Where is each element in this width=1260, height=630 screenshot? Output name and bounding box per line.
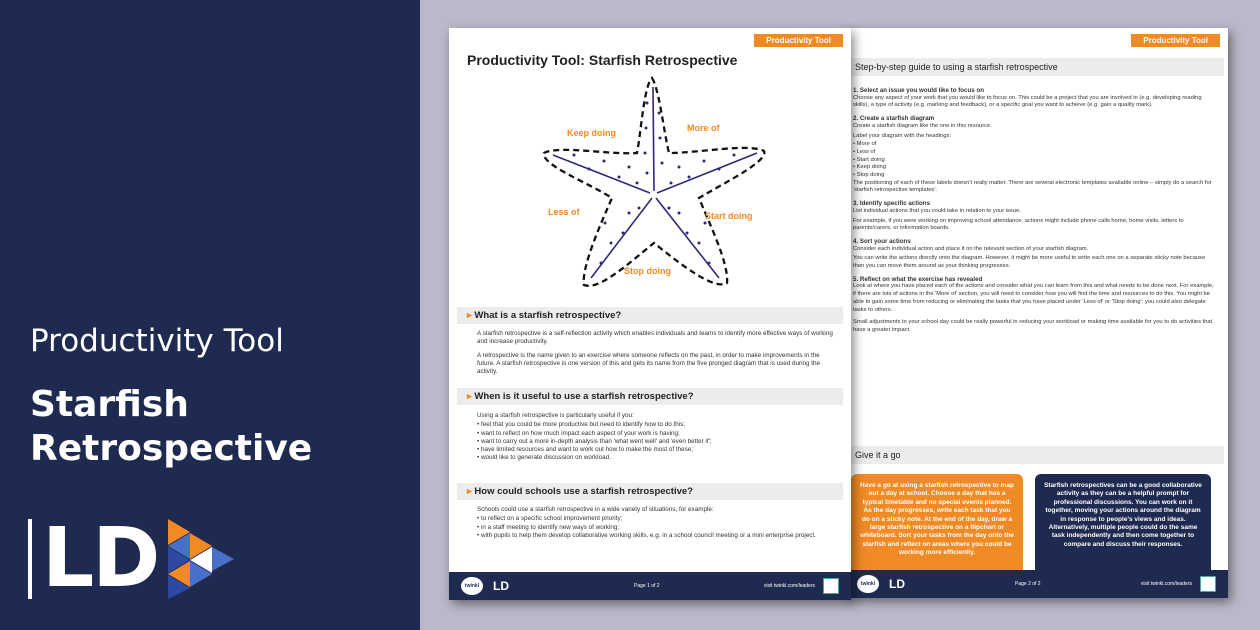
- step-4-text-2: You can write the actions directly onto the diagram. However, it might be more useful to write each one on a separate sticky note because then you can move them around as your thinking progresses.: [853, 255, 1206, 270]
- subtitle: Productivity Tool: [30, 323, 284, 359]
- steps-body: [853, 84, 1218, 340]
- document-page-1: [449, 28, 851, 600]
- page2-heading: Step-by-step guide to using a starfish retrospective: [849, 58, 1224, 76]
- document-page-2: [845, 28, 1228, 598]
- page-footer: [449, 572, 851, 600]
- when-intro: Using a starfish retrospective is particularly useful if you:: [477, 412, 634, 419]
- what-paragraph-2: A retrospective is the name given to an exercise where someone reflects on the past, in order to make improvements in the future. A starfish retrospective is one version of this and gets its name from the five pronged diagram that is used during the activity.: [477, 351, 821, 376]
- footer-ld-logo: LD: [889, 577, 905, 591]
- activity-box-navy: Starfish retrospectives can be a good collaborative activity as they can be a helpful prompt for professional discussions. You can work on it together, moving your actions around the diagram in response to people's views and ideas. Alternatively, multiple people could do the same task independently and then come together to compare and discuss their responses.: [1035, 474, 1211, 584]
- label-start-doing: Start doing: [705, 211, 753, 221]
- step-2-text: Create a starfish diagram like the one in this resource.: [853, 122, 992, 129]
- page-number: Page 1 of 2: [634, 583, 660, 589]
- twinkl-logo: twinkl: [857, 575, 879, 593]
- title: [30, 383, 312, 471]
- step-2-text-3: The positioning of each of these labels doesn't really matter. There are several electronic templates available online – simply do a search for 'starfish retrospective templates'.: [853, 179, 1212, 194]
- step-5-text: Look at where you have placed each of the actions and consider what you can learn from this and what needs to be done next. For example, if there are lots of actions in the 'More of' section, you will need to consider how you will find the time and resources to do this. You might be able to gain some time from reducing or eliminating the tasks that you have placed under 'Less of' or 'Stop doing'; you could also delegate tasks to others.: [853, 283, 1214, 313]
- list-item: • Start doing: [853, 157, 1218, 165]
- when-list: [477, 421, 833, 462]
- list-item: • feel that you could be more productive but need to identify how to do this;: [477, 421, 833, 429]
- step-1-heading: 1. Select an issue you would like to focus on: [853, 87, 984, 94]
- step-3-text: List individual actions that you could take in relation to your issue.: [853, 207, 1021, 214]
- step-1-text: Choose any aspect of your work that you would like to focus on. This could be a project that you are involved in (e.g. developing reading skills), a type of activity (e.g. marking and feedback), or a specific goal you want to achieve (e.g. gain a quality mark).: [853, 94, 1202, 109]
- heading-list: [853, 141, 1218, 180]
- section-when-heading: ▸ When is it useful to use a starfish retrospective?: [457, 388, 843, 405]
- footer-url: visit twinkl.com/leaders: [1140, 581, 1192, 587]
- logo-triangles-icon: [168, 519, 234, 599]
- list-item: • with pupils to help them develop collaborative working skills, e.g. in a school council meeting or a mini enterprise project.: [477, 532, 833, 540]
- footer-url: visit twinkl.com/leaders: [763, 583, 815, 589]
- list-item: • Stop doing: [853, 172, 1218, 180]
- logo-bar: [28, 519, 32, 599]
- step-5-text-2: Small adjustments to your school day could be really powerful in reducing your workload or making time available for you to do activities that have a greater impact.: [853, 319, 1213, 333]
- list-item: • have limited resources and want to work out how to make the most of these;: [477, 446, 833, 454]
- step-3-text-2: For example, if you were working on improving school attendance, actions might include phone calls home, home visits, letters to parents/carers, or information boards.: [853, 217, 1184, 232]
- badge-icon: [823, 578, 839, 594]
- list-item: • want to carry out a more in-depth analysis than 'what went well' and 'even better if';: [477, 438, 833, 446]
- label-keep-doing: Keep doing: [567, 128, 616, 138]
- section-when-body: [477, 412, 833, 463]
- section-what-body: [477, 330, 833, 381]
- step-2-heading: 2. Create a starfish diagram: [853, 115, 935, 123]
- badge-icon: [1200, 576, 1216, 592]
- list-item: • want to reflect on how much impact each aspect of your work is having;: [477, 430, 833, 438]
- list-item: • in a staff meeting to identify new ways of working;: [477, 524, 833, 532]
- title-line-1: Starfish: [30, 384, 189, 425]
- page-number: Page 2 of 2: [1015, 581, 1041, 587]
- step-5-heading: 5. Reflect on what the exercise has revealed: [853, 275, 983, 283]
- page-tab: Productivity Tool: [754, 34, 843, 47]
- page-footer: [845, 570, 1228, 598]
- left-panel: [0, 0, 420, 630]
- step-4-text: Consider each individual action and place it on the relevant section of your starfish diagram.: [853, 245, 1089, 252]
- give-it-a-go-heading: Give it a go: [849, 446, 1224, 464]
- section-what-heading: ▸ What is a starfish retrospective?: [457, 307, 843, 324]
- page-title: Productivity Tool: Starfish Retrospective: [467, 52, 738, 68]
- footer-ld-logo: LD: [493, 579, 509, 593]
- step-4-heading: 4. Sort your actions: [853, 237, 911, 245]
- section-how-body: [477, 506, 833, 540]
- label-more-of: More of: [687, 123, 720, 133]
- twinkl-logo: twinkl: [461, 577, 483, 595]
- page-tab: Productivity Tool: [1131, 34, 1220, 47]
- list-item: • Less of: [853, 149, 1218, 157]
- list-item: • would like to generate discussion on workload.: [477, 454, 833, 462]
- what-paragraph-1: A starfish retrospective is a self-reflection activity which enables individuals and teams to identify more effective ways of working and increase productivity.: [477, 330, 833, 346]
- list-item: • to reflect on a specific school improvement priority;: [477, 515, 833, 523]
- starfish-diagram-icon: [529, 73, 789, 298]
- list-item: • More of: [853, 141, 1218, 149]
- how-intro: Schools could use a starfish retrospective in a wide variety of situations, for example:: [477, 506, 714, 513]
- logo-text: LD: [42, 511, 159, 606]
- how-list: [477, 515, 833, 540]
- ld-logo: [28, 511, 234, 606]
- title-line-2: Retrospective: [30, 428, 313, 469]
- section-how-heading: ▸ How could schools use a starfish retrospective?: [457, 483, 843, 500]
- step-2-text-2: Label your diagram with the headings:: [853, 132, 951, 139]
- list-item: • Keep doing: [853, 164, 1218, 172]
- activity-box-orange: Have a go at using a starfish retrospective to map out a day at school. Choose a day that has a typical timetable and no special events planned. As the day progresses, write each task that you do on a sticky note. At the end of the day, draw a large starfish retrospective on a flipchart or whiteboard. Sort your tasks from the day onto the starfish and reflect on areas where you could be working more efficiently.: [851, 474, 1023, 584]
- step-3-heading: 3. Identify specific actions: [853, 200, 931, 208]
- label-stop-doing: Stop doing: [624, 266, 671, 276]
- label-less-of: Less of: [548, 207, 580, 217]
